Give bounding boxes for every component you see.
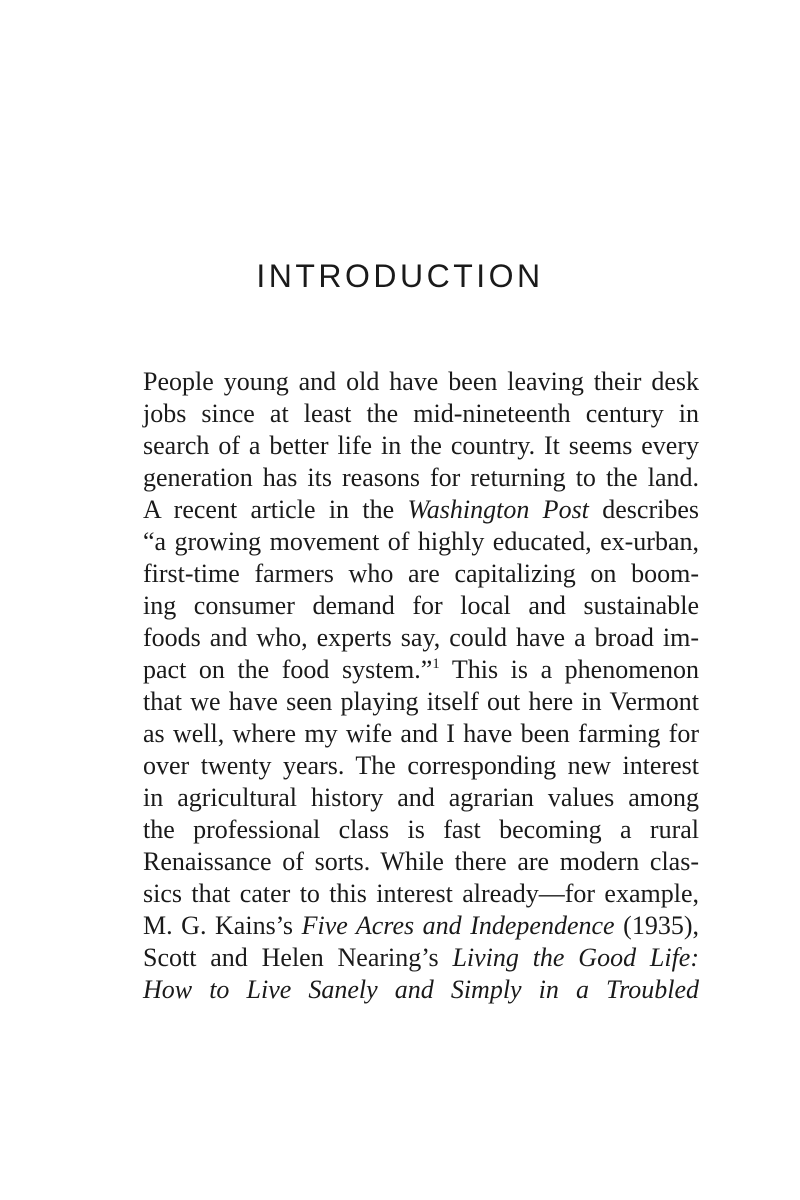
text-line bbox=[143, 910, 699, 942]
text-segment: jobs since at least the mid-nineteenth century in bbox=[143, 399, 699, 428]
text-segment: search of a better life in the country. It seems every bbox=[143, 431, 699, 460]
text-segment: generation has its reasons for returning to the land. bbox=[143, 463, 699, 492]
text-segment: over twenty years. The corresponding new interest bbox=[143, 751, 699, 780]
text-line bbox=[143, 494, 699, 526]
italic-title: Living the Good Life: bbox=[452, 943, 699, 972]
text-segment: first-time farmers who are capitalizing on boom- bbox=[143, 559, 699, 588]
text-segment: This is a phenomenon bbox=[439, 655, 699, 684]
text-line bbox=[143, 750, 699, 782]
text-line bbox=[143, 462, 699, 494]
text-segment: Scott and Helen Nearing’s bbox=[143, 943, 453, 972]
text-line bbox=[143, 846, 699, 878]
body-paragraph bbox=[143, 366, 699, 1006]
text-segment: describes bbox=[588, 495, 699, 524]
text-line bbox=[143, 814, 699, 846]
chapter-title: INTRODUCTION bbox=[256, 258, 544, 294]
text-segment: sics that cater to this interest already—for example, bbox=[143, 879, 699, 908]
text-line bbox=[143, 974, 699, 1006]
text-line bbox=[143, 526, 699, 558]
italic-title: Washington Post bbox=[407, 495, 589, 524]
text-segment: as well, where my wife and I have been farming for bbox=[143, 719, 699, 748]
text-segment: M. G. Kains’s bbox=[143, 911, 302, 940]
text-line bbox=[143, 590, 699, 622]
text-line bbox=[143, 366, 699, 398]
text-segment: Renaissance of sorts. While there are modern clas- bbox=[143, 847, 699, 876]
text-segment: (1935), bbox=[614, 911, 699, 940]
text-segment: People young and old have been leaving their desk bbox=[143, 367, 699, 396]
text-segment: pact on the food system.” bbox=[143, 655, 433, 684]
text-line bbox=[143, 782, 699, 814]
text-segment: the professional class is fast becoming a rural bbox=[143, 815, 699, 844]
text-line bbox=[143, 686, 699, 718]
text-segment: “a growing movement of highly educated, ex-urban, bbox=[143, 527, 699, 556]
text-line bbox=[143, 878, 699, 910]
text-segment: A recent article in the bbox=[143, 495, 408, 524]
text-segment: that we have seen playing itself out here in Vermont bbox=[143, 687, 699, 716]
text-line bbox=[143, 622, 699, 654]
italic-title: Five Acres and Independence bbox=[301, 911, 615, 940]
text-line bbox=[143, 718, 699, 750]
text-line bbox=[143, 430, 699, 462]
text-segment: in agricultural history and agrarian values among bbox=[143, 783, 699, 812]
text-line bbox=[143, 558, 699, 590]
text-line bbox=[143, 398, 699, 430]
text-line bbox=[143, 942, 699, 974]
italic-title: How to Live Sanely and Simply in a Troubled bbox=[143, 975, 699, 1004]
text-segment: ing consumer demand for local and sustainable bbox=[143, 591, 699, 620]
text-line bbox=[143, 654, 699, 686]
footnote-marker[interactable]: 1 bbox=[432, 656, 440, 672]
text-segment: foods and who, experts say, could have a broad im- bbox=[143, 623, 699, 652]
